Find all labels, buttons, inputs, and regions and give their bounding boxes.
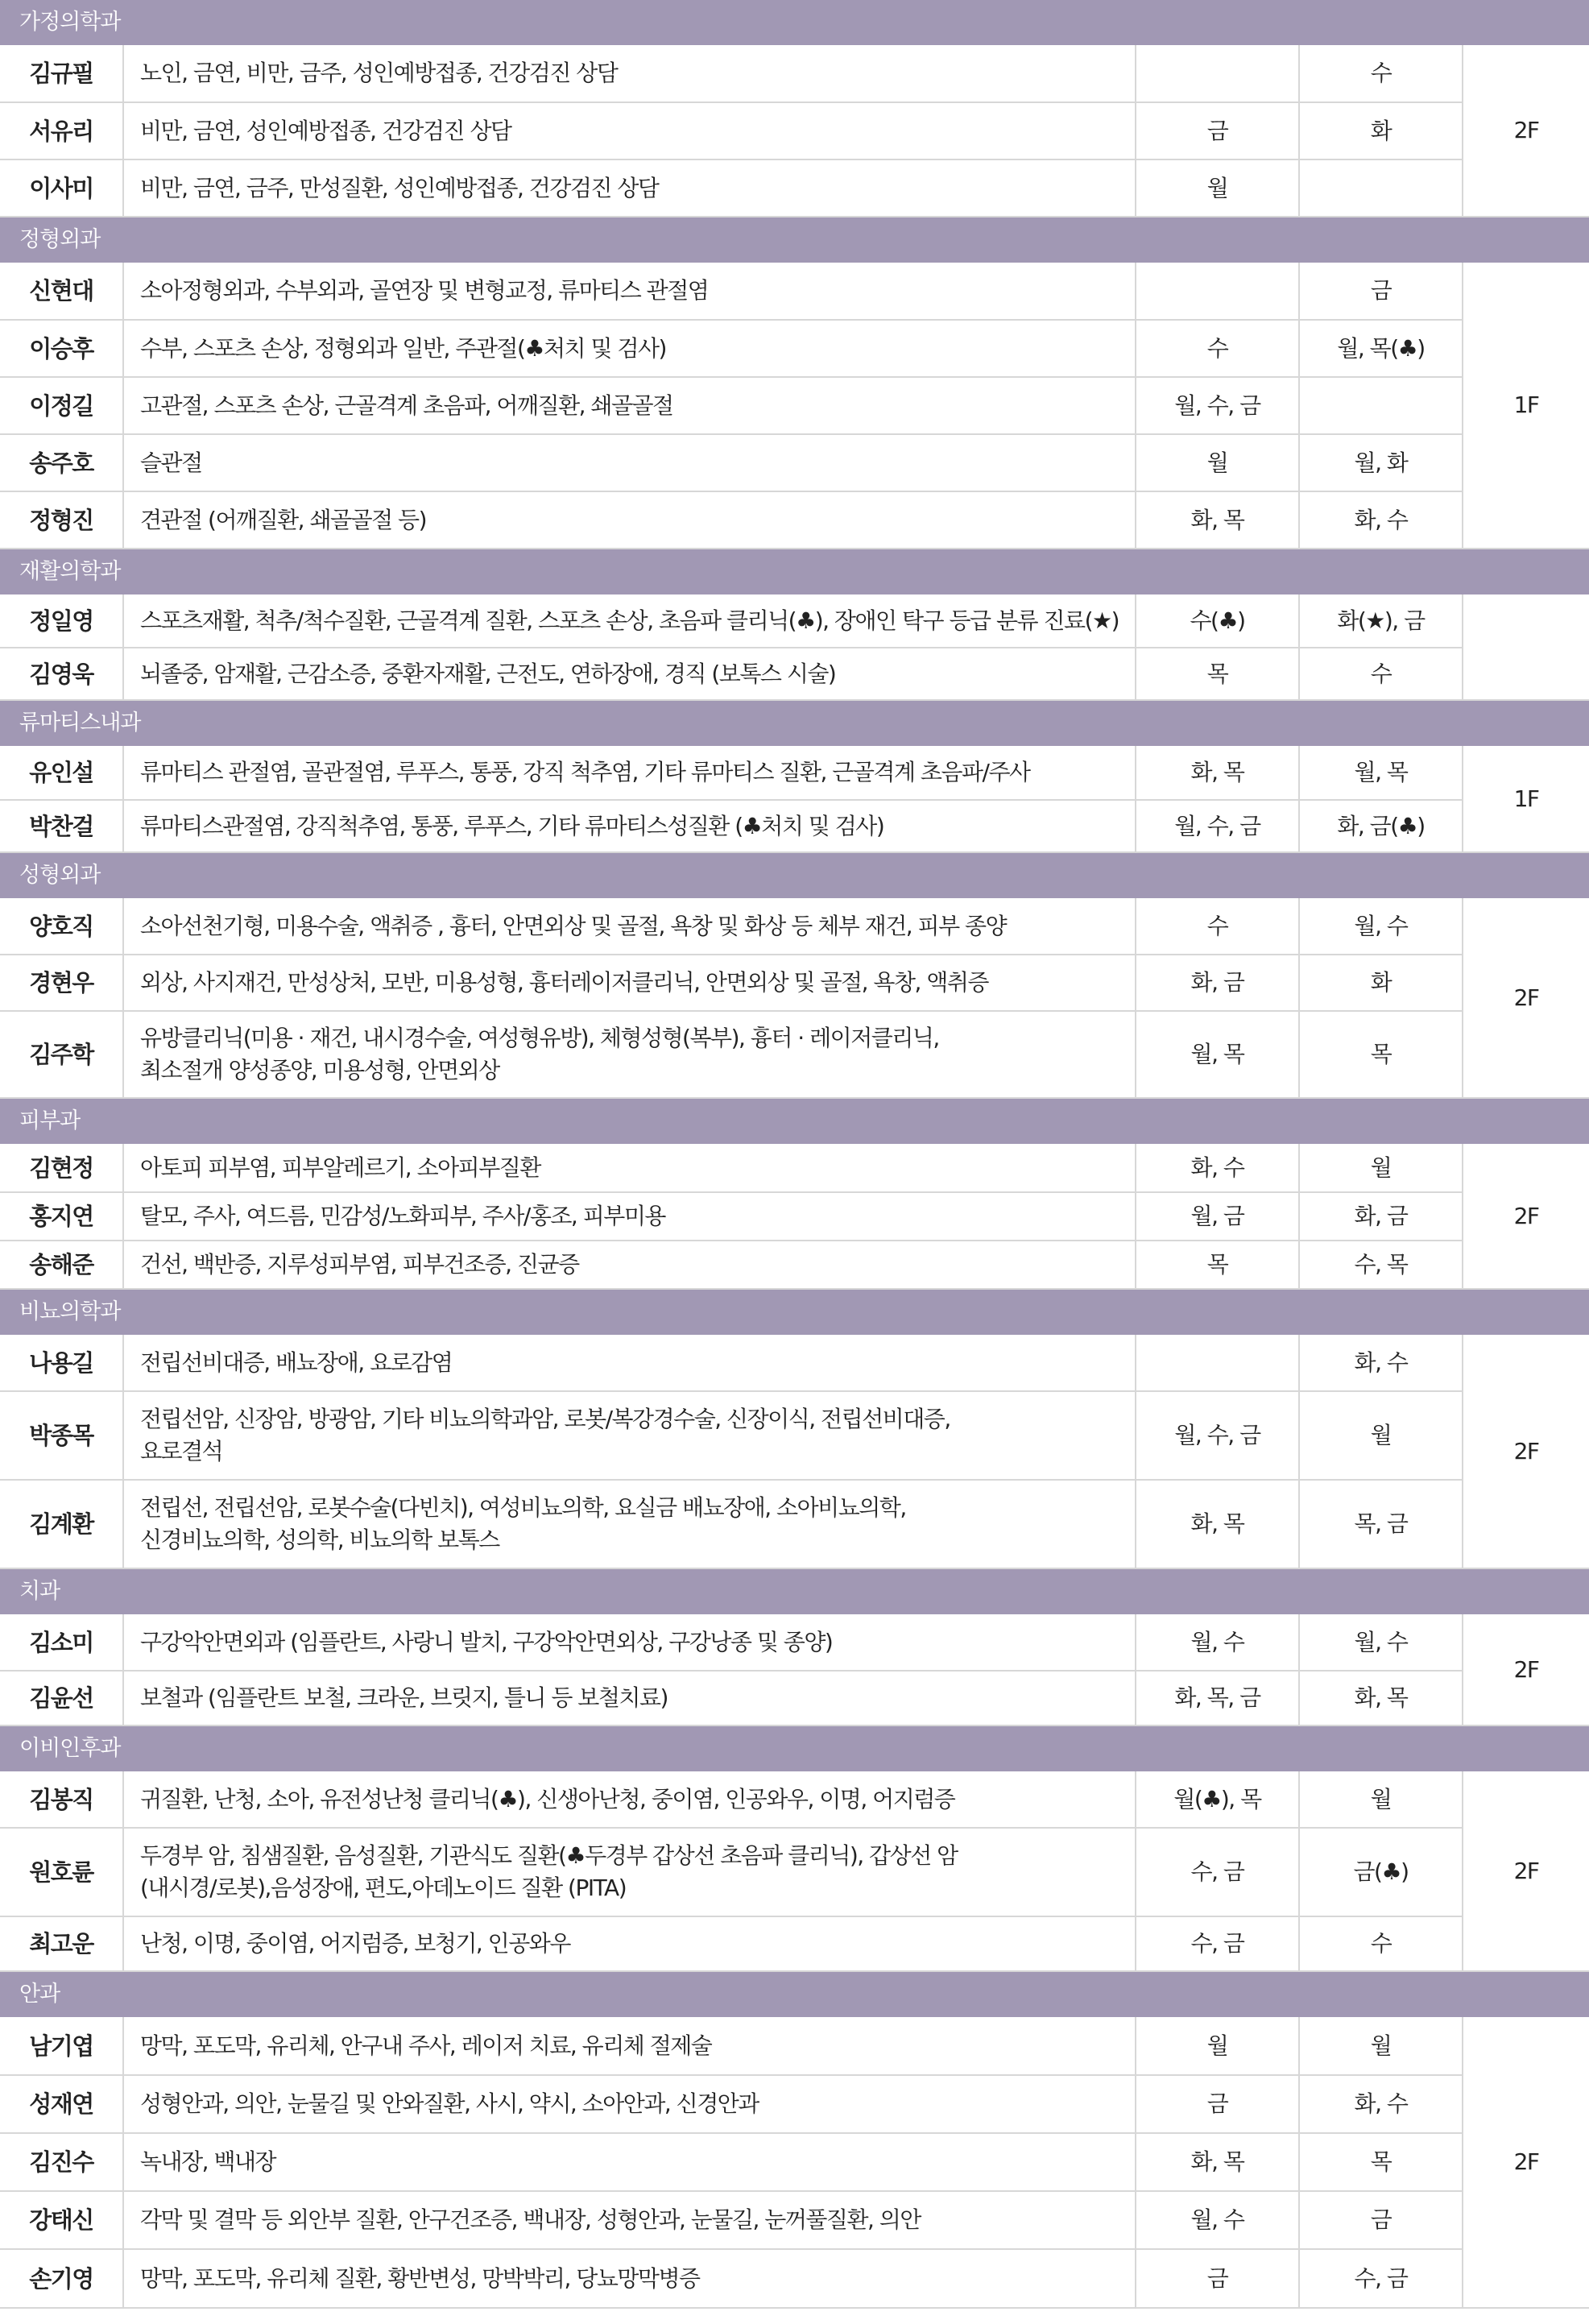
afternoon-schedule: 화(★), 금 [1299, 594, 1463, 648]
department-name: 재활의학과 [0, 549, 1589, 594]
floor-location: 2F [1463, 45, 1589, 217]
morning-schedule: 월(♣), 목 [1136, 1771, 1299, 1828]
afternoon-schedule: 화, 금 [1299, 1192, 1463, 1241]
afternoon-schedule: 화, 수 [1299, 1335, 1463, 1391]
morning-schedule: 화, 수 [1136, 1144, 1299, 1192]
department-header-row [0, 700, 1589, 746]
morning-schedule: 월, 수 [1136, 1614, 1299, 1671]
doctor-name: 이사미 [0, 159, 123, 217]
doctor-row [0, 1011, 1589, 1098]
doctor-specialty: 류마티스 관절염, 골관절염, 루푸스, 통풍, 강직 척추염, 기타 류마티스 질환, 근골격계 초음파/주사 [123, 746, 1136, 800]
afternoon-schedule: 수 [1299, 1916, 1463, 1971]
doctor-row [0, 955, 1589, 1011]
doctor-specialty: 아토피 피부염, 피부알레르기, 소아피부질환 [123, 1144, 1136, 1192]
afternoon-schedule: 화, 목 [1299, 1671, 1463, 1725]
doctor-row [0, 2017, 1589, 2075]
doctor-specialty: 각막 및 결막 등 외안부 질환, 안구건조증, 백내장, 성형안과, 눈물길, 눈꺼풀질환, 의안 [123, 2191, 1136, 2249]
doctor-specialty: 소아정형외과, 수부외과, 골연장 및 변형교정, 류마티스 관절염 [123, 263, 1136, 320]
doctor-name: 성재연 [0, 2075, 123, 2133]
doctor-row [0, 491, 1589, 549]
doctor-row [0, 263, 1589, 320]
doctor-name: 김현정 [0, 1144, 123, 1192]
department-header-row [0, 1725, 1589, 1771]
doctor-row [0, 800, 1589, 852]
morning-schedule: 금 [1136, 2075, 1299, 2133]
doctor-specialty: 탈모, 주사, 여드름, 민감성/노화피부, 주사/홍조, 피부미용 [123, 1192, 1136, 1241]
afternoon-schedule: 화, 수 [1299, 491, 1463, 549]
afternoon-schedule: 목, 금 [1299, 1480, 1463, 1568]
doctor-row [0, 45, 1589, 102]
afternoon-schedule: 목 [1299, 2133, 1463, 2191]
floor-location: 2F [1463, 2017, 1589, 2308]
morning-schedule: 월 [1136, 2017, 1299, 2075]
doctor-name: 이승후 [0, 320, 123, 377]
doctor-row [0, 102, 1589, 159]
doctor-row [0, 2075, 1589, 2133]
doctor-name: 남기엽 [0, 2017, 123, 2075]
doctor-name: 김윤선 [0, 1671, 123, 1725]
morning-schedule: 월, 수, 금 [1136, 1391, 1299, 1480]
department-name: 정형외과 [0, 217, 1589, 263]
doctor-specialty: 유방클리닉(미용 · 재건, 내시경수술, 여성형유방), 체형성형(복부), 흉터 · 레이저클리닉, 최소절개 양성종양, 미용성형, 안면외상 [123, 1011, 1136, 1098]
doctor-name: 김계환 [0, 1480, 123, 1568]
doctor-name: 나용길 [0, 1335, 123, 1391]
doctor-row [0, 2191, 1589, 2249]
doctor-name: 원호륜 [0, 1828, 123, 1916]
afternoon-schedule: 월 [1299, 1144, 1463, 1192]
afternoon-schedule: 월, 수 [1299, 1614, 1463, 1671]
doctor-row [0, 320, 1589, 377]
floor-location: 1F [1463, 263, 1589, 549]
doctor-specialty: 뇌졸중, 암재활, 근감소증, 중환자재활, 근전도, 연하장애, 경직 (보톡스 시술) [123, 648, 1136, 700]
doctor-name: 정형진 [0, 491, 123, 549]
department-header-row [0, 0, 1589, 45]
doctor-name: 박찬걸 [0, 800, 123, 852]
afternoon-schedule: 금 [1299, 2191, 1463, 2249]
doctor-name: 홍지연 [0, 1192, 123, 1241]
afternoon-schedule: 월, 목(♣) [1299, 320, 1463, 377]
doctor-row [0, 1241, 1589, 1289]
doctor-specialty: 외상, 사지재건, 만성상처, 모반, 미용성형, 흉터레이저클리닉, 안면외상 및 골절, 욕창, 액취증 [123, 955, 1136, 1011]
doctor-row [0, 1480, 1589, 1568]
afternoon-schedule: 월 [1299, 2017, 1463, 2075]
doctor-specialty: 스포츠재활, 척추/척수질환, 근골격계 질환, 스포츠 손상, 초음파 클리닉(♣), 장애인 탁구 등급 분류 진료(★) [123, 594, 1136, 648]
afternoon-schedule: 수, 금 [1299, 2249, 1463, 2308]
department-name: 안과 [0, 1971, 1589, 2017]
doctor-name: 강태신 [0, 2191, 123, 2249]
afternoon-schedule: 월 [1299, 1771, 1463, 1828]
doctor-specialty: 성형안과, 의안, 눈물길 및 안와질환, 사시, 약시, 소아안과, 신경안과 [123, 2075, 1136, 2133]
doctor-row [0, 159, 1589, 217]
doctor-name: 송해준 [0, 1241, 123, 1289]
floor-location: 2F [1463, 1144, 1589, 1289]
doctor-name: 김규필 [0, 45, 123, 102]
morning-schedule [1136, 1335, 1299, 1391]
doctor-specialty: 건선, 백반증, 지루성피부염, 피부건조증, 진균증 [123, 1241, 1136, 1289]
doctor-name: 송주호 [0, 434, 123, 491]
doctor-row [0, 594, 1589, 648]
afternoon-schedule: 금(♣) [1299, 1828, 1463, 1916]
doctor-row [0, 746, 1589, 800]
doctor-specialty: 수부, 스포츠 손상, 정형외과 일반, 주관절(♣처치 및 검사) [123, 320, 1136, 377]
afternoon-schedule: 화 [1299, 955, 1463, 1011]
afternoon-schedule: 월, 수 [1299, 898, 1463, 955]
doctor-row [0, 648, 1589, 700]
morning-schedule [1136, 45, 1299, 102]
floor-location [1463, 594, 1589, 700]
department-name: 가정의학과 [0, 0, 1589, 45]
floor-location: 2F [1463, 1614, 1589, 1725]
morning-schedule: 수(♣) [1136, 594, 1299, 648]
department-header-row [0, 1971, 1589, 2017]
doctor-name: 서유리 [0, 102, 123, 159]
morning-schedule: 수, 금 [1136, 1916, 1299, 1971]
morning-schedule: 수 [1136, 320, 1299, 377]
morning-schedule: 화, 목 [1136, 491, 1299, 549]
afternoon-schedule: 목 [1299, 1011, 1463, 1098]
doctor-specialty: 전립선암, 신장암, 방광암, 기타 비뇨의학과암, 로봇/복강경수술, 신장이식, 전립선비대증, 요로결석 [123, 1391, 1136, 1480]
afternoon-schedule: 금 [1299, 263, 1463, 320]
doctor-name: 경현우 [0, 955, 123, 1011]
morning-schedule: 월 [1136, 159, 1299, 217]
doctor-row [0, 434, 1589, 491]
doctor-row [0, 1614, 1589, 1671]
doctor-specialty: 노인, 금연, 비만, 금주, 성인예방접종, 건강검진 상담 [123, 45, 1136, 102]
doctor-row [0, 2133, 1589, 2191]
doctor-row [0, 1671, 1589, 1725]
doctor-specialty: 류마티스관절염, 강직척추염, 통풍, 루푸스, 기타 류마티스성질환 (♣처치 및 검사) [123, 800, 1136, 852]
doctor-specialty: 전립선비대증, 배뇨장애, 요로감염 [123, 1335, 1136, 1391]
morning-schedule: 월, 수 [1136, 2191, 1299, 2249]
morning-schedule: 금 [1136, 2249, 1299, 2308]
doctor-row [0, 1192, 1589, 1241]
doctor-row [0, 898, 1589, 955]
morning-schedule: 월, 금 [1136, 1192, 1299, 1241]
doctor-name: 김주학 [0, 1011, 123, 1098]
department-header-row [0, 217, 1589, 263]
floor-location: 1F [1463, 746, 1589, 852]
doctor-specialty: 난청, 이명, 중이염, 어지럼증, 보청기, 인공와우 [123, 1916, 1136, 1971]
doctor-specialty: 슬관절 [123, 434, 1136, 491]
doctor-specialty: 녹내장, 백내장 [123, 2133, 1136, 2191]
doctor-row [0, 1335, 1589, 1391]
doctor-name: 김소미 [0, 1614, 123, 1671]
morning-schedule [1136, 263, 1299, 320]
morning-schedule: 수 [1136, 898, 1299, 955]
morning-schedule: 화, 목, 금 [1136, 1671, 1299, 1725]
department-header-row [0, 852, 1589, 898]
morning-schedule: 월, 수, 금 [1136, 800, 1299, 852]
doctor-name: 이정길 [0, 377, 123, 434]
morning-schedule: 월, 목 [1136, 1011, 1299, 1098]
morning-schedule: 화, 목 [1136, 1480, 1299, 1568]
morning-schedule: 금 [1136, 102, 1299, 159]
afternoon-schedule: 월, 화 [1299, 434, 1463, 491]
doctor-name: 정일영 [0, 594, 123, 648]
afternoon-schedule [1299, 159, 1463, 217]
doctor-row [0, 1144, 1589, 1192]
afternoon-schedule: 화 [1299, 102, 1463, 159]
doctor-specialty: 비만, 금연, 금주, 만성질환, 성인예방접종, 건강검진 상담 [123, 159, 1136, 217]
doctor-specialty: 견관절 (어깨질환, 쇄골골절 등) [123, 491, 1136, 549]
doctor-specialty: 보철과 (임플란트 보철, 크라운, 브릿지, 틀니 등 보철치료) [123, 1671, 1136, 1725]
floor-location: 2F [1463, 1771, 1589, 1971]
department-name: 성형외과 [0, 852, 1589, 898]
doctor-specialty: 구강악안면외과 (임플란트, 사랑니 발치, 구강악안면외상, 구강낭종 및 종양) [123, 1614, 1136, 1671]
department-name: 류마티스내과 [0, 700, 1589, 746]
doctor-specialty: 전립선, 전립선암, 로봇수술(다빈치), 여성비뇨의학, 요실금 배뇨장애, 소아비뇨의학, 신경비뇨의학, 성의학, 비뇨의학 보톡스 [123, 1480, 1136, 1568]
doctor-row [0, 2249, 1589, 2308]
doctor-row [0, 1771, 1589, 1828]
afternoon-schedule: 월, 목 [1299, 746, 1463, 800]
department-name: 피부과 [0, 1098, 1589, 1144]
doctor-name: 손기영 [0, 2249, 123, 2308]
doctor-specialty: 망막, 포도막, 유리체 질환, 황반변성, 망박박리, 당뇨망막병증 [123, 2249, 1136, 2308]
doctor-row [0, 1916, 1589, 1971]
floor-location: 2F [1463, 1335, 1589, 1568]
afternoon-schedule: 수 [1299, 45, 1463, 102]
doctor-row [0, 377, 1589, 434]
doctor-name: 김봉직 [0, 1771, 123, 1828]
doctor-specialty: 두경부 암, 침샘질환, 음성질환, 기관식도 질환(♣두경부 갑상선 초음파 클리닉), 갑상선 암 (내시경/로봇),음성장애, 편도,아데노이드 질환 (PITA) [123, 1828, 1136, 1916]
department-header-row [0, 549, 1589, 594]
morning-schedule: 화, 금 [1136, 955, 1299, 1011]
doctor-specialty: 비만, 금연, 성인예방접종, 건강검진 상담 [123, 102, 1136, 159]
doctor-specialty: 귀질환, 난청, 소아, 유전성난청 클리닉(♣), 신생아난청, 중이염, 인공와우, 이명, 어지럼증 [123, 1771, 1136, 1828]
department-header-row [0, 1568, 1589, 1614]
afternoon-schedule: 화, 수 [1299, 2075, 1463, 2133]
doctor-name: 신현대 [0, 263, 123, 320]
doctor-name: 박종목 [0, 1391, 123, 1480]
department-name: 비뇨의학과 [0, 1289, 1589, 1335]
afternoon-schedule: 수 [1299, 648, 1463, 700]
doctor-specialty: 고관절, 스포츠 손상, 근골격계 초음파, 어깨질환, 쇄골골절 [123, 377, 1136, 434]
department-header-row [0, 1098, 1589, 1144]
doctor-row [0, 1828, 1589, 1916]
doctor-name: 유인설 [0, 746, 123, 800]
morning-schedule: 목 [1136, 648, 1299, 700]
morning-schedule: 수, 금 [1136, 1828, 1299, 1916]
department-name: 치과 [0, 1568, 1589, 1614]
doctor-specialty: 소아선천기형, 미용수술, 액취증 , 흉터, 안면외상 및 골절, 욕창 및 화상 등 체부 재건, 피부 종양 [123, 898, 1136, 955]
morning-schedule: 목 [1136, 1241, 1299, 1289]
afternoon-schedule: 월 [1299, 1391, 1463, 1480]
doctor-name: 김진수 [0, 2133, 123, 2191]
doctor-name: 김영욱 [0, 648, 123, 700]
doctor-specialty: 망막, 포도막, 유리체, 안구내 주사, 레이저 치료, 유리체 절제술 [123, 2017, 1136, 2075]
doctor-row [0, 1391, 1589, 1480]
morning-schedule: 월 [1136, 434, 1299, 491]
department-name: 이비인후과 [0, 1725, 1589, 1771]
morning-schedule: 월, 수, 금 [1136, 377, 1299, 434]
morning-schedule: 화, 목 [1136, 746, 1299, 800]
afternoon-schedule [1299, 377, 1463, 434]
floor-location: 2F [1463, 898, 1589, 1098]
afternoon-schedule: 화, 금(♣) [1299, 800, 1463, 852]
doctor-name: 양호직 [0, 898, 123, 955]
morning-schedule: 화, 목 [1136, 2133, 1299, 2191]
doctor-name: 최고운 [0, 1916, 123, 1971]
afternoon-schedule: 수, 목 [1299, 1241, 1463, 1289]
department-header-row [0, 1289, 1589, 1335]
